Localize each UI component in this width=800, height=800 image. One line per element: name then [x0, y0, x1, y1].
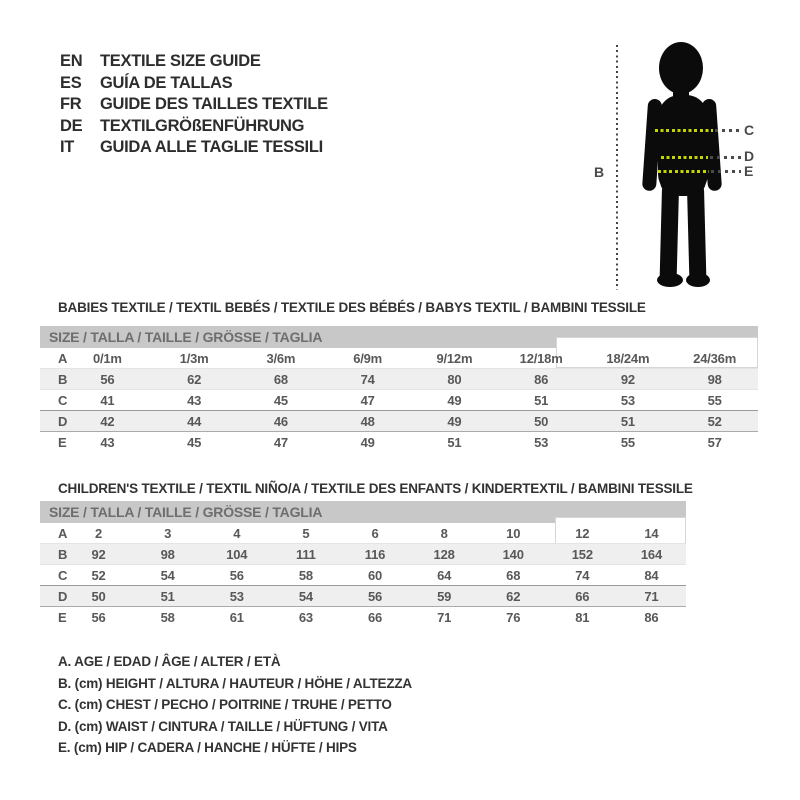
table-cell: 12/18m	[519, 350, 563, 366]
hip-measure-line	[658, 170, 709, 173]
guide-title: GUÍA DE TALLAS	[100, 73, 233, 92]
list-item	[60, 94, 328, 116]
table-cell: 1/3m	[179, 350, 209, 366]
table-cell: 10	[506, 525, 521, 541]
list-item	[60, 116, 328, 138]
row-label: D	[40, 586, 64, 607]
table-cell: 5	[302, 525, 310, 541]
table-cell: 71	[410, 607, 479, 628]
guide-title: GUIDA ALLE TAGLIE TESSILI	[100, 138, 323, 156]
chest-label: C	[744, 122, 755, 138]
table-cell: 62	[479, 586, 548, 607]
table-cell: 55	[671, 390, 758, 411]
table-cell: 43	[64, 432, 151, 453]
row-label: C	[40, 390, 64, 411]
size-header-bar: SIZE / TALLA / TAILLE / GRÖSSE / TAGLIA	[40, 326, 758, 348]
table-cell: 52	[64, 565, 133, 586]
language-code: ES	[60, 73, 82, 92]
table-cell: 58	[133, 607, 202, 628]
table-cell: 76	[479, 607, 548, 628]
table-cell: 64	[410, 565, 479, 586]
table-cell: 58	[271, 565, 340, 586]
table-cell: 53	[498, 432, 585, 453]
legend-line: E. (cm) HIP / CADERA / HANCHE / HÜFTE / HIPS	[58, 740, 357, 756]
table-cell: 55	[585, 432, 672, 453]
row-label: E	[40, 607, 64, 628]
table-cell: 53	[202, 586, 271, 607]
table-cell: 50	[64, 586, 133, 607]
table-row-b	[40, 369, 758, 390]
table-cell: 140	[479, 544, 548, 565]
table-row-c	[40, 390, 758, 411]
waist-label: D	[744, 148, 755, 164]
table-cell: 63	[271, 607, 340, 628]
table-cell: 56	[202, 565, 271, 586]
table-row-e	[40, 432, 758, 453]
table-cell: 81	[548, 607, 617, 628]
table-cell: 86	[617, 607, 686, 628]
table-cell: 56	[64, 369, 151, 390]
table-cell: 6	[371, 525, 379, 541]
table-cell: 4	[233, 525, 241, 541]
language-code: DE	[60, 116, 83, 135]
table-row-c	[40, 565, 686, 586]
table-cell: 46	[238, 411, 325, 432]
table-cell: 0/1m	[92, 350, 122, 366]
table-cell: 43	[151, 390, 238, 411]
table-cell: 50	[498, 411, 585, 432]
height-measure-line	[616, 45, 618, 290]
table-cell: 41	[64, 390, 151, 411]
table-cell: 49	[411, 411, 498, 432]
table-cell: 3/6m	[266, 350, 296, 366]
legend-line: D. (cm) WAIST / CINTURA / TAILLE / HÜFTUNG / VITA	[58, 718, 388, 734]
table-cell: 92	[64, 544, 133, 565]
table-cell: 104	[202, 544, 271, 565]
table-row-a	[40, 348, 758, 369]
table-cell: 57	[671, 432, 758, 453]
language-code: IT	[60, 138, 75, 156]
table-cell: 164	[617, 544, 686, 565]
table-cell: 53	[585, 390, 672, 411]
table-cell: 49	[324, 432, 411, 453]
table-cell: 111	[271, 544, 340, 565]
table-row-a	[40, 523, 686, 544]
table-row-d	[40, 411, 758, 432]
child-silhouette-icon	[636, 40, 756, 292]
table-cell: 80	[411, 369, 498, 390]
table-cell: 54	[271, 586, 340, 607]
table-cell: 14	[644, 525, 659, 541]
guide-title: TEXTILGRÖßENFÜHRUNG	[100, 116, 305, 135]
table-cell: 45	[151, 432, 238, 453]
table-cell: 74	[548, 565, 617, 586]
legend-line: A. AGE / EDAD / ÂGE / ALTER / ETÀ	[58, 654, 281, 669]
table-cell: 44	[151, 411, 238, 432]
measurement-legend	[58, 651, 412, 759]
guide-title: TEXTILE SIZE GUIDE	[100, 52, 261, 70]
legend-line: B. (cm) HEIGHT / ALTURA / HAUTEUR / HÖHE / ALTEZZA	[58, 675, 412, 691]
table-cell: 24/36m	[693, 350, 737, 366]
table-cell: 52	[671, 411, 758, 432]
table-cell: 61	[202, 607, 271, 628]
list-item	[60, 73, 328, 95]
children-size-table	[40, 523, 686, 627]
table-cell: 74	[324, 369, 411, 390]
table-cell: 84	[617, 565, 686, 586]
table-cell: 12	[575, 525, 590, 541]
table-cell: 54	[133, 565, 202, 586]
size-header-bar: SIZE / TALLA / TAILLE / GRÖSSE / TAGLIA	[40, 501, 686, 523]
table-cell: 51	[411, 432, 498, 453]
table-cell: 68	[479, 565, 548, 586]
row-label: A	[58, 350, 68, 366]
table-cell: 51	[133, 586, 202, 607]
table-row-d	[40, 586, 686, 607]
table-cell: 42	[64, 411, 151, 432]
table-cell: 56	[340, 586, 409, 607]
hip-label: E	[744, 163, 754, 179]
table-cell: 45	[238, 390, 325, 411]
guide-title: GUIDE DES TAILLES TEXTILE	[100, 95, 328, 113]
table-cell: 3	[164, 525, 172, 541]
babies-section-title: BABIES TEXTILE / TEXTIL BEBÉS / TEXTILE DES BÉBÉS / BABYS TEXTIL / BAMBINI TESSILE	[58, 300, 646, 315]
table-cell: 6/9m	[353, 350, 383, 366]
table-cell: 2	[95, 525, 103, 541]
table-cell: 51	[585, 411, 672, 432]
table-cell: 98	[133, 544, 202, 565]
list-item	[60, 51, 328, 73]
waist-measure-line	[661, 156, 708, 159]
row-label: A	[58, 525, 68, 541]
hip-measure-line	[711, 170, 741, 173]
table-cell: 60	[340, 565, 409, 586]
children-table	[40, 501, 686, 627]
legend-line: C. (cm) CHEST / PECHO / POITRINE / TRUHE / PETTO	[58, 697, 392, 713]
table-cell: 18/24m	[606, 350, 650, 366]
chest-measure-line	[715, 129, 741, 132]
babies-table	[40, 326, 758, 452]
table-cell: 98	[671, 369, 758, 390]
language-code: EN	[60, 52, 83, 70]
list-item	[60, 137, 328, 159]
table-cell: 86	[498, 369, 585, 390]
table-cell: 56	[64, 607, 133, 628]
table-cell: 47	[324, 390, 411, 411]
row-label: C	[40, 565, 64, 586]
height-label: B	[594, 164, 605, 180]
row-label: B	[40, 369, 64, 390]
row-label: B	[40, 544, 64, 565]
table-cell: 68	[238, 369, 325, 390]
measurement-figure	[560, 30, 790, 310]
waist-measure-line	[710, 156, 741, 159]
table-row-b	[40, 544, 686, 565]
table-cell: 9/12m	[436, 350, 473, 366]
table-cell: 92	[585, 369, 672, 390]
table-cell: 47	[238, 432, 325, 453]
table-cell: 59	[410, 586, 479, 607]
language-code: FR	[60, 95, 82, 113]
table-cell: 66	[548, 586, 617, 607]
table-cell: 128	[410, 544, 479, 565]
row-label: D	[40, 411, 64, 432]
table-cell: 116	[340, 544, 409, 565]
table-cell: 8	[440, 525, 448, 541]
children-section-title: CHILDREN'S TEXTILE / TEXTIL NIÑO/A / TEXTILE DES ENFANTS / KINDERTEXTIL / BAMBINI TESSILE	[58, 481, 693, 496]
table-cell: 152	[548, 544, 617, 565]
row-label: E	[40, 432, 64, 453]
chest-measure-line	[655, 129, 713, 132]
table-cell: 62	[151, 369, 238, 390]
table-cell: 51	[498, 390, 585, 411]
table-row-e	[40, 607, 686, 628]
language-title-list	[60, 51, 328, 159]
table-cell: 49	[411, 390, 498, 411]
table-cell: 71	[617, 586, 686, 607]
table-cell: 66	[340, 607, 409, 628]
table-cell: 48	[324, 411, 411, 432]
babies-size-table	[40, 348, 758, 452]
